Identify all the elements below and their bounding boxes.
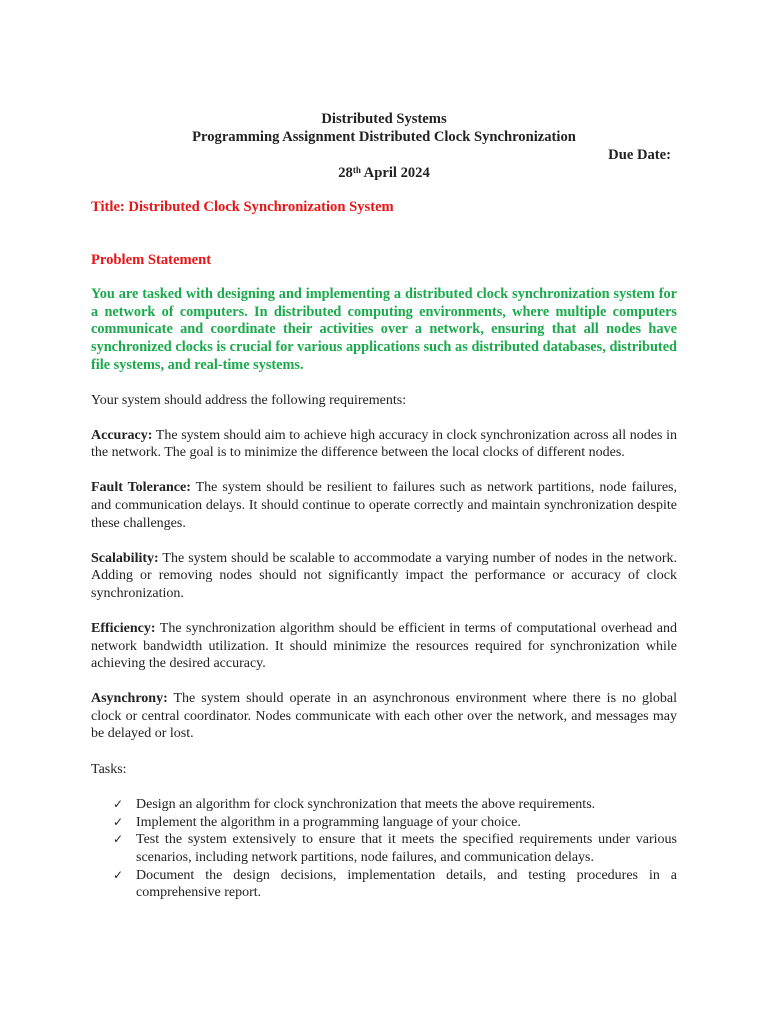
- requirement-accuracy: [91, 427, 677, 462]
- list-item: [113, 867, 677, 902]
- due-date-row: [91, 146, 677, 164]
- requirement-scalability: [91, 550, 677, 603]
- problem-statement-text: You are tasked with designing and implementing a distributed clock synchronization system for a network of computers. In distributed computing environments, where multiple computers communicate and coordinate their activities over a network, ensuring that all nodes have synchronized clocks is crucial for various applications such as distributed databases, distributed file systems, and real-time systems.: [91, 286, 677, 373]
- requirement-fault-tolerance: [91, 479, 677, 532]
- requirement-text: The system should operate in an asynchronous environment where there is no global clock or central coordinator. Nodes communicate with each other over the network, and messages may be delayed or lost.: [91, 691, 677, 742]
- checkmark-icon: ✓: [113, 797, 124, 812]
- requirement-label: Asynchrony:: [91, 691, 168, 707]
- due-date: [91, 164, 677, 182]
- requirements-intro: Your system should address the following requirements:: [91, 392, 407, 408]
- checkmark-icon: ✓: [113, 814, 124, 829]
- task-text: Test the system extensively to ensure that it meets the specified requirements under various scenarios, including network partitions, node failures, and communication delays.: [136, 832, 677, 865]
- requirement-label: Fault Tolerance:: [91, 480, 191, 496]
- task-text: Design an algorithm for clock synchronization that meets the above requirements.: [136, 797, 596, 813]
- task-text: Implement the algorithm in a programming language of your choice.: [136, 814, 521, 830]
- requirement-efficiency: [91, 620, 677, 673]
- list-item: [113, 796, 677, 814]
- document-title: Title: Distributed Clock Synchronization System: [91, 199, 394, 215]
- requirement-label: Scalability:: [91, 550, 159, 566]
- requirement-asynchrony: [91, 690, 677, 743]
- requirement-text: The system should be resilient to failures such as network partitions, node failures, and communication delays. It should continue to operate correctly and maintain synchronization despite these challenges.: [91, 480, 677, 531]
- course-title: Distributed Systems: [321, 111, 447, 127]
- checkmark-icon: ✓: [113, 867, 124, 882]
- requirement-text: The synchronization algorithm should be efficient in terms of computational overhead and network bandwidth utilization. It should minimize the resources required for synchronization while achieving the desired accuracy.: [91, 621, 677, 672]
- due-day-suffix: th: [352, 165, 361, 175]
- checkmark-icon: ✓: [113, 832, 124, 847]
- task-text: Document the design decisions, implementation details, and testing procedures in a comprehensive report.: [136, 867, 677, 901]
- requirement-text: The system should aim to achieve high accuracy in clock synchronization across all nodes in the network. The goal is to minimize the difference between the local clocks of different nodes.: [91, 427, 677, 461]
- tasks-heading: Tasks:: [91, 761, 127, 777]
- list-item: [113, 831, 677, 866]
- due-day: 28: [338, 165, 353, 181]
- requirement-text: The system should be scalable to accommodate a varying number of nodes in the network. Adding or removing nodes should not significantly impact the performance or accuracy of clock synchronization.: [91, 550, 677, 601]
- due-month-year: April 2024: [360, 165, 430, 181]
- tasks-list: [91, 796, 677, 902]
- list-item: [113, 814, 677, 832]
- requirement-label: Accuracy:: [91, 427, 153, 443]
- assignment-title: Programming Assignment Distributed Clock Synchronization: [192, 129, 576, 145]
- due-date-label: Due Date:: [608, 147, 671, 163]
- requirement-label: Efficiency:: [91, 621, 156, 636]
- problem-statement-heading: Problem Statement: [91, 251, 212, 268]
